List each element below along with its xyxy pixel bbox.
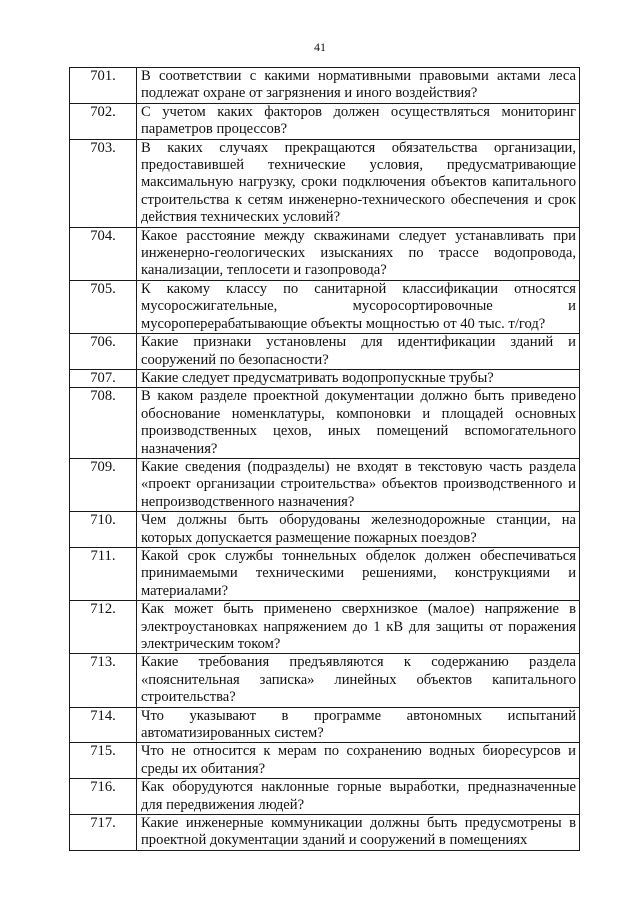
question-number: 703.: [70, 139, 137, 227]
question-row: [70, 547, 580, 600]
question-number: 709.: [70, 458, 137, 511]
question-text: Какой срок службы тоннельных обделок должен обеспечиваться принимаемыми техническими решениями, конструкциями и материалами?: [137, 547, 580, 600]
question-number: 702.: [70, 103, 137, 139]
question-text: Какие инженерные коммуникации должны быть предусмотрены в проектной документации зданий и сооружений в помещениях: [137, 815, 580, 851]
question-text: Какие сведения (подразделы) не входят в текстовую часть раздела «проект организации строительства» объектов производственного и непроизводственного назначения?: [137, 458, 580, 511]
question-number: 706.: [70, 334, 137, 370]
question-text: В соответствии с какими нормативными правовыми актами леса подлежат охране от загрязнения и иного воздействия?: [137, 68, 580, 104]
question-number: 704.: [70, 227, 137, 280]
question-number: 717.: [70, 815, 137, 851]
question-number: 705.: [70, 280, 137, 333]
question-text: Какие признаки установлены для идентификации зданий и сооружений по безопасности?: [137, 334, 580, 370]
question-text: В каких случаях прекращаются обязательства организации, предоставившей технические условия, предусматривающие максимальную нагрузку, сроки подключения объектов капитального строительства к сетям инженерно-технического обеспечения и срок действия технических условий?: [137, 139, 580, 227]
question-row: [70, 458, 580, 511]
question-row: [70, 103, 580, 139]
questions-table: [69, 67, 580, 851]
question-text: Как может быть применено сверхнизкое (малое) напряжение в электроустановках напряжением до 1 кВ для защиты от поражения электрическим током?: [137, 601, 580, 654]
question-number: 707.: [70, 369, 137, 387]
question-text: Что не относится к мерам по сохранению водных биоресурсов и среды их обитания?: [137, 743, 580, 779]
question-row: [70, 601, 580, 654]
question-text: Какое расстояние между скважинами следует устанавливать при инженерно-геологических изысканиях по трассе водопровода, канализации, теплосети и газопровода?: [137, 227, 580, 280]
question-number: 714.: [70, 707, 137, 743]
question-row: [70, 512, 580, 548]
questions-table-body: [70, 68, 580, 851]
question-row: [70, 334, 580, 370]
question-number: 701.: [70, 68, 137, 104]
question-number: 716.: [70, 779, 137, 815]
question-row: [70, 369, 580, 387]
question-text: Что указывают в программе автономных испытаний автоматизированных систем?: [137, 707, 580, 743]
question-number: 711.: [70, 547, 137, 600]
question-text: Чем должны быть оборудованы железнодорожные станции, на которых допускается размещение пожарных поездов?: [137, 512, 580, 548]
question-text: Как оборудуются наклонные горные выработки, предназначенные для передвижения людей?: [137, 779, 580, 815]
question-number: 715.: [70, 743, 137, 779]
question-row: [70, 654, 580, 707]
question-number: 710.: [70, 512, 137, 548]
question-row: [70, 815, 580, 851]
question-row: [70, 707, 580, 743]
question-row: [70, 227, 580, 280]
question-text: Какие следует предусматривать водопропускные трубы?: [137, 369, 580, 387]
question-text: В каком разделе проектной документации должно быть приведено обоснование номенклатуры, компоновки и площадей основных производственных цехов, иных помещений вспомогательного назначения?: [137, 388, 580, 459]
question-text: Какие требования предъявляются к содержанию раздела «пояснительная записка» линейных объектов капитального строительства?: [137, 654, 580, 707]
question-number: 708.: [70, 388, 137, 459]
question-number: 713.: [70, 654, 137, 707]
page-number: 41: [314, 40, 326, 54]
question-row: [70, 280, 580, 333]
question-row: [70, 779, 580, 815]
question-number: 712.: [70, 601, 137, 654]
question-text: С учетом каких факторов должен осуществляться мониторинг параметров процессов?: [137, 103, 580, 139]
question-row: [70, 388, 580, 459]
question-row: [70, 743, 580, 779]
question-row: [70, 139, 580, 227]
question-row: [70, 68, 580, 104]
question-text: К какому классу по санитарной классификации относятся мусоросжигательные, мусоросортировочные и мусороперерабатывающие объекты мощностью от 40 тыс. т/год?: [137, 280, 580, 333]
